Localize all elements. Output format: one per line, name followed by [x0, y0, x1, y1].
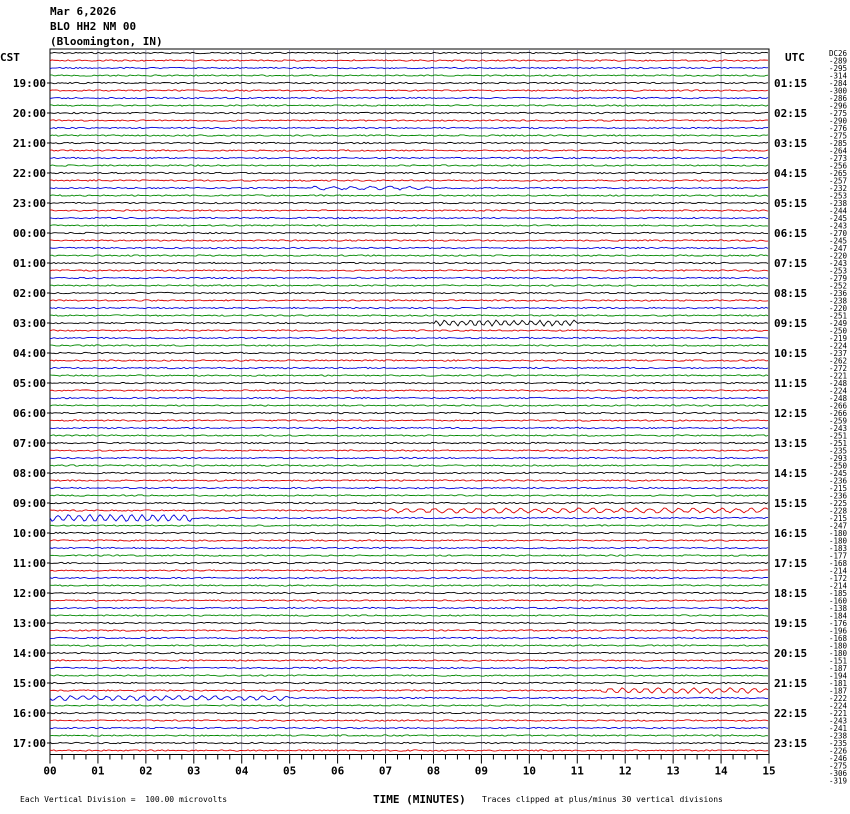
cst-hour-label: 19:00 [12, 77, 46, 90]
row-value-label: -295 [828, 64, 847, 73]
seismic-trace [50, 720, 768, 721]
row-value-label: -248 [828, 379, 847, 388]
seismic-trace [50, 135, 768, 136]
seismic-trace [50, 525, 768, 526]
row-value-label: -232 [828, 184, 847, 193]
x-tick-label: 15 [762, 764, 776, 778]
utc-hour-label: 15:15 [774, 497, 808, 510]
row-value-label: -250 [828, 461, 847, 471]
row-value-label: -243 [828, 424, 847, 433]
row-value-label: -241 [828, 724, 847, 733]
seismic-trace [50, 480, 768, 481]
seismic-trace [50, 577, 768, 578]
seismic-trace [50, 442, 768, 443]
seismic-trace [50, 255, 768, 256]
row-value-label: -247 [828, 244, 847, 253]
row-value-label: -228 [828, 506, 847, 516]
cst-hour-label: 15:00 [12, 677, 46, 690]
seismic-trace [50, 712, 768, 713]
row-value-label: -253 [828, 266, 847, 276]
row-value-label: -251 [828, 431, 847, 441]
seismic-trace [50, 360, 768, 361]
cst-hour-label: 02:00 [12, 287, 46, 300]
utc-hour-label: 12:15 [774, 407, 808, 420]
seismic-trace [50, 75, 768, 76]
seismic-trace [50, 652, 768, 653]
row-value-label: -252 [828, 281, 847, 291]
row-value-label: -262 [828, 356, 847, 366]
seismic-trace [50, 645, 768, 646]
row-value-label: -257 [828, 176, 847, 186]
seismic-trace [50, 457, 768, 458]
seismic-trace [50, 217, 768, 218]
row-value-label: -290 [828, 116, 847, 126]
seismic-trace [50, 570, 768, 571]
seismic-trace [50, 742, 768, 743]
seismic-trace [50, 405, 768, 406]
utc-hour-label: 19:15 [774, 617, 808, 630]
seismic-trace [50, 390, 768, 391]
cst-hour-label: 05:00 [12, 377, 46, 390]
seismic-trace [50, 247, 768, 248]
row-value-label: -235 [828, 739, 847, 748]
seismic-trace [50, 165, 768, 166]
row-value-label: -253 [828, 191, 847, 201]
seismic-trace [50, 622, 768, 623]
seismic-trace [50, 112, 768, 113]
seismic-trace [50, 202, 768, 203]
seismic-trace [50, 60, 768, 61]
row-value-label: -214 [828, 581, 847, 591]
row-value-label: -238 [828, 199, 847, 208]
row-value-label: -266 [828, 409, 847, 418]
seismic-trace [50, 270, 768, 271]
row-value-label: -279 [828, 274, 847, 283]
seismic-trace [50, 150, 768, 151]
seismic-trace [50, 225, 768, 226]
cst-hour-label: 16:00 [12, 707, 46, 720]
seismic-trace [50, 435, 768, 436]
row-value-label: -236 [828, 289, 847, 298]
row-value-label: -245 [828, 469, 847, 478]
row-value-label: -224 [828, 341, 847, 351]
row-value-label: -168 [828, 634, 847, 643]
x-tick-label: 04 [235, 764, 249, 778]
x-tick-label: 06 [330, 764, 345, 778]
row-value-label: -220 [828, 251, 847, 261]
seismic-trace [50, 157, 768, 158]
utc-hour-label: 07:15 [774, 257, 808, 270]
row-value-label: -249 [828, 319, 847, 328]
seismic-trace [50, 120, 768, 121]
row-value-label: -259 [828, 416, 847, 426]
row-value-label: -235 [828, 446, 847, 456]
utc-hour-label: 18:15 [774, 587, 808, 600]
row-value-label: -275 [828, 109, 847, 118]
x-tick-label: 14 [714, 764, 728, 778]
row-value-label: -160 [828, 596, 847, 606]
seismic-trace [50, 735, 768, 736]
seismic-trace [50, 300, 768, 301]
row-value-label: -300 [828, 86, 847, 96]
row-value-label: -221 [828, 371, 847, 381]
row-value-label: -138 [828, 604, 847, 613]
seismic-trace [50, 412, 768, 413]
seismic-trace [50, 240, 768, 241]
row-value-label: -215 [828, 484, 847, 493]
seismic-trace [50, 97, 768, 98]
row-value-label: -221 [828, 709, 847, 718]
x-tick-label: 09 [474, 764, 489, 778]
row-value-label: -251 [828, 311, 847, 321]
seismic-trace [50, 555, 768, 556]
row-value-label: DC26 [828, 49, 847, 58]
seismic-trace [50, 607, 768, 608]
seismic-trace [50, 508, 768, 513]
utc-hour-label: 03:15 [774, 137, 808, 150]
row-value-label: -243 [828, 221, 847, 231]
x-tick-label: 00 [43, 764, 57, 778]
cst-hour-label: 04:00 [12, 347, 46, 360]
cst-hour-label: 10:00 [12, 527, 46, 540]
row-value-label: -296 [828, 101, 847, 111]
seismic-trace [50, 450, 768, 451]
seismic-trace [50, 232, 768, 233]
row-value-label: -177 [828, 551, 847, 561]
utc-hour-label: 20:15 [774, 647, 808, 660]
row-value-label: -270 [828, 229, 847, 238]
seismic-trace [50, 465, 768, 466]
utc-hour-label: 01:15 [774, 77, 808, 90]
row-value-label: -306 [828, 769, 847, 778]
cst-hour-label: 11:00 [12, 557, 46, 570]
seismic-trace [50, 277, 768, 278]
cst-hour-label: 22:00 [12, 167, 46, 180]
plot-frame [50, 49, 769, 755]
x-tick-label: 08 [426, 764, 441, 778]
row-value-label: -226 [828, 746, 847, 756]
row-value-label: -245 [828, 214, 847, 223]
seismic-trace [50, 427, 768, 428]
row-value-label: -180 [828, 536, 847, 546]
utc-hour-label: 17:15 [774, 557, 808, 570]
row-value-label: -286 [828, 94, 847, 103]
row-value-label: -248 [828, 394, 847, 403]
x-tick-label: 13 [666, 764, 680, 778]
row-value-label: -243 [828, 716, 847, 726]
x-axis-label: TIME (MINUTES) [373, 793, 466, 806]
row-value-label: -275 [828, 761, 847, 771]
utc-hour-label: 02:15 [774, 107, 808, 120]
seismic-trace [50, 660, 768, 661]
clip-note: Traces clipped at plus/minus 30 vertical divisions [482, 795, 723, 804]
cst-hour-label: 07:00 [12, 437, 46, 450]
seismic-trace [50, 585, 768, 586]
seismic-trace [50, 90, 768, 91]
utc-hour-label: 11:15 [774, 377, 808, 390]
seismic-trace [50, 262, 768, 263]
seismic-trace [50, 487, 768, 488]
row-value-label: -184 [828, 611, 847, 621]
seismic-trace [50, 67, 768, 68]
row-value-label: -285 [828, 139, 847, 148]
x-tick-label: 01 [91, 764, 105, 778]
row-value-label: -219 [828, 334, 847, 343]
x-tick-label: 11 [570, 764, 584, 778]
seismic-trace [50, 472, 768, 473]
seismic-trace [50, 637, 768, 638]
row-value-label: -275 [828, 131, 847, 141]
row-value-label: -180 [828, 649, 847, 658]
row-value-label: -214 [828, 566, 847, 576]
seismic-trace [50, 82, 768, 83]
seismic-trace [50, 397, 768, 398]
x-tick-label: 03 [187, 764, 201, 778]
row-value-label: -222 [828, 694, 847, 703]
row-value-label: -272 [828, 364, 847, 373]
utc-hour-label: 21:15 [774, 677, 808, 690]
row-value-label: -237 [828, 349, 847, 358]
cst-hour-label: 12:00 [12, 587, 46, 600]
seismic-trace [50, 352, 768, 353]
row-value-label: -266 [828, 401, 847, 411]
row-value-label: -224 [828, 701, 847, 711]
row-value-label: -168 [828, 559, 847, 568]
row-value-label: -251 [828, 439, 847, 448]
seismic-trace [50, 495, 768, 496]
row-value-label: -176 [828, 619, 847, 628]
header-location: (Bloomington, IN) [50, 35, 163, 48]
row-value-label: -194 [828, 671, 847, 681]
row-value-label: -247 [828, 521, 847, 531]
utc-hour-label: 10:15 [774, 347, 808, 360]
header-date: Mar 6,2026 [50, 5, 117, 18]
utc-hour-label: 14:15 [774, 467, 808, 480]
seismic-trace [50, 337, 768, 338]
row-value-label: -246 [828, 754, 847, 763]
row-value-label: -225 [828, 499, 847, 508]
seismic-trace [50, 195, 768, 196]
seismic-trace [50, 345, 768, 346]
cst-hour-label: 08:00 [12, 467, 46, 480]
utc-hour-label: 22:15 [774, 707, 808, 720]
seismic-trace [50, 375, 768, 376]
seismic-trace [50, 307, 768, 308]
utc-hour-label: 13:15 [774, 437, 808, 450]
x-tick-label: 07 [378, 764, 393, 778]
seismic-trace [50, 330, 768, 331]
row-value-label: -236 [828, 491, 847, 501]
seismic-trace [50, 547, 768, 548]
cst-hour-label: 23:00 [12, 197, 46, 210]
seismic-trace [50, 727, 768, 728]
seismic-trace [50, 688, 768, 694]
seismic-trace [50, 592, 768, 593]
seismic-trace [50, 292, 768, 293]
cst-hour-label: 03:00 [12, 317, 46, 330]
seismic-trace [50, 382, 768, 383]
seismic-trace [50, 675, 768, 676]
row-value-label: -238 [828, 296, 847, 306]
seismic-trace [50, 210, 768, 211]
row-value-label: -215 [828, 514, 847, 523]
row-value-label: -183 [828, 544, 847, 553]
seismic-trace [50, 320, 768, 326]
row-value-label: -236 [828, 476, 847, 486]
cst-hour-label: 13:00 [12, 617, 46, 630]
seismic-trace [50, 630, 768, 631]
cst-hour-label: 01:00 [12, 257, 46, 270]
seismic-trace [50, 667, 768, 668]
row-value-label: -314 [828, 71, 847, 81]
x-tick-label: 02 [139, 764, 153, 778]
utc-hour-label: 08:15 [774, 287, 808, 300]
left-axis-label: CST [0, 51, 20, 64]
row-value-label: -180 [828, 529, 847, 538]
seismic-trace [50, 615, 768, 616]
row-value-label: -319 [828, 776, 847, 786]
seismic-trace [50, 600, 768, 601]
row-value-label: -289 [828, 56, 847, 66]
row-value-label: -250 [828, 326, 847, 336]
row-value-label: -224 [828, 386, 847, 396]
right-axis-label: UTC [785, 51, 805, 64]
row-value-label: -220 [828, 304, 847, 313]
scale-note: Each Vertical Division = 100.00 microvolts [20, 795, 228, 804]
row-value-label: -187 [828, 686, 847, 696]
row-value-label: -265 [828, 169, 847, 178]
x-tick-label: 10 [522, 764, 536, 778]
cst-hour-label: 06:00 [12, 407, 46, 420]
seismic-trace [50, 562, 768, 563]
row-value-label: -273 [828, 154, 847, 163]
seismic-trace [50, 705, 768, 706]
cst-hour-label: 09:00 [12, 497, 46, 510]
seismic-trace [50, 750, 768, 751]
row-value-label: -187 [828, 664, 847, 673]
utc-hour-label: 06:15 [774, 227, 808, 240]
utc-hour-label: 09:15 [774, 317, 808, 330]
row-value-label: -245 [828, 236, 847, 246]
cst-hour-label: 00:00 [12, 227, 46, 240]
row-value-label: -244 [828, 206, 847, 216]
seismic-trace [50, 696, 768, 701]
seismic-trace [50, 105, 768, 106]
seismic-trace [50, 515, 768, 522]
row-value-label: -196 [828, 626, 847, 636]
seismic-trace [50, 540, 768, 541]
seismic-trace [50, 315, 768, 316]
seismic-trace [50, 285, 768, 286]
row-value-label: -264 [828, 146, 847, 156]
seismic-trace [50, 127, 768, 128]
utc-hour-label: 04:15 [774, 167, 808, 180]
seismic-trace [50, 532, 768, 533]
seismic-trace [50, 186, 768, 190]
row-value-label: -151 [828, 656, 847, 666]
seismic-trace [50, 52, 768, 53]
row-value-label: -256 [828, 161, 847, 171]
row-value-label: -284 [828, 79, 847, 88]
x-tick-label: 05 [283, 764, 297, 778]
row-value-label: -238 [828, 731, 847, 741]
row-value-label: -172 [828, 574, 847, 583]
utc-hour-label: 23:15 [774, 737, 808, 750]
seismic-trace [50, 502, 768, 503]
seismic-trace [50, 172, 768, 173]
x-tick-label: 12 [618, 764, 632, 778]
cst-hour-label: 21:00 [12, 137, 46, 150]
seismic-trace [50, 142, 768, 143]
row-value-label: -180 [828, 641, 847, 651]
cst-hour-label: 17:00 [12, 737, 46, 750]
row-value-label: -243 [828, 259, 847, 268]
row-value-label: -185 [828, 589, 847, 598]
seismic-trace [50, 367, 768, 368]
row-value-label: -276 [828, 124, 847, 133]
utc-hour-label: 05:15 [774, 197, 808, 210]
utc-hour-label: 16:15 [774, 527, 808, 540]
cst-hour-label: 20:00 [12, 107, 46, 120]
header-station: BLO HH2 NM 00 [50, 20, 137, 33]
seismic-trace [50, 682, 768, 683]
seismic-trace [50, 180, 768, 181]
row-value-label: -293 [828, 454, 847, 463]
row-value-label: -181 [828, 679, 847, 688]
cst-hour-label: 14:00 [12, 647, 46, 660]
seismic-trace [50, 420, 768, 421]
